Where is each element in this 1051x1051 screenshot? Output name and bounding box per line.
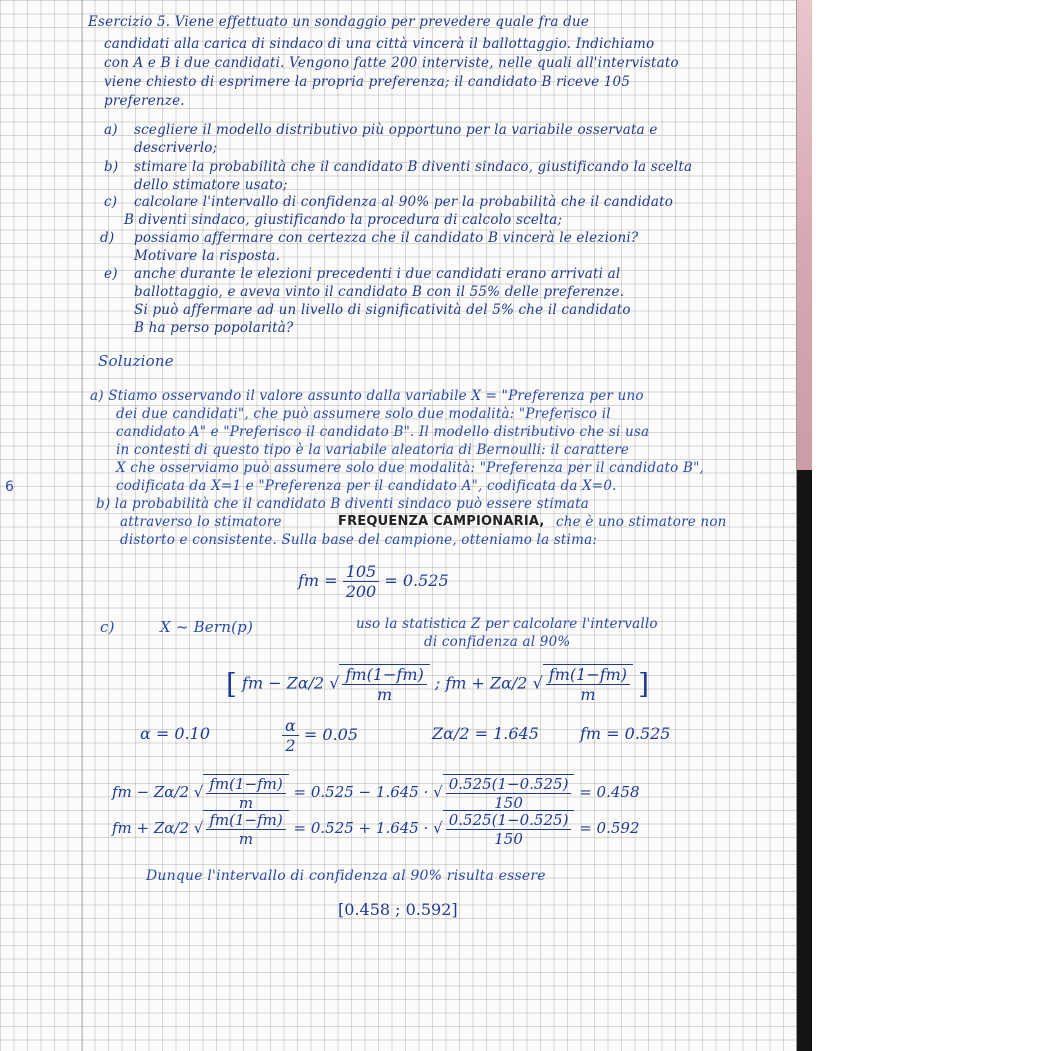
estimate-numerator: 105 [343,562,380,582]
interval-left: fm − Zα/2 [242,673,325,693]
bernoulli-dist: X ~ Bern(p) [160,618,254,636]
interval-sqrt-num: fm(1−fm) [342,665,426,685]
upper-result: = 0.592 [579,819,640,837]
solution-b-line: distorto e consistente. Sulla base del campione, otteniamo la stima: [120,532,598,548]
usage-line: uso la statistica Z per calcolare l'intervallo [356,616,658,632]
question-e-line: ballottaggio, e aveva vinto il candidato B con il 55% delle preferenze. [134,284,625,300]
z-value: Zα/2 = 1.645 [432,724,539,743]
statement-line: preferenze. [104,93,185,109]
question-label-d: d) [100,230,115,246]
upper-sqrt-den: m [238,830,254,848]
question-e-line: B ha perso popolarità? [134,320,294,336]
solution-a-line: in contesti di questo tipo è la variabile aleatoria di Bernoulli: il carattere [116,442,630,458]
estimate-denominator: 200 [345,582,377,601]
upper-den: 150 [494,830,523,848]
margin-number: 6 [5,479,14,495]
question-label-b: b) [104,159,119,175]
estimate-formula [298,562,449,601]
solution-a-line: candidato A" e "Preferisco il candidato B". Il modello distributivo che si usa [116,424,650,440]
question-e-line: Si può affermare ad un livello di significatività del 5% che il candidato [134,302,631,318]
interval-formula: [ fm − Zα/2 √ $\frac{fm(1-fm)}{m}$ ; fm + Zα/2 √ $\frac{fm(1-fm)}{m}$ ] [226,665,650,704]
statement-line: con A e B i due candidati. Vengono fatte 200 interviste, nelle quali all'intervistato [104,55,679,71]
lower-bound-calc: fm − Zα/2 √ $\frac{fm(1-fm)}{m}$ = 0.525 − 1.645 · √ $\frac{0.525(1-0.525)}{150}$ = 0.458 [112,775,640,812]
solution-a-line: a) Stiamo osservando il valore assunto dalla variabile X = "Preferenza per uno [90,388,644,404]
statement-line: Esercizio 5. Viene effettuato un sondaggio per prevedere quale fra due [88,14,590,30]
upper-sqrt-num: fm(1−fm) [206,811,285,830]
lower-rhs: = 0.525 − 1.645 · [293,783,429,801]
upper-num: 0.525(1−0.525) [446,811,572,830]
lower-sqrt-den: m [238,794,254,812]
alpha-half-num: α [282,716,299,736]
statement-line: candidati alla carica di sindaco di una città vincerà il ballottaggio. Indichiamo [104,36,655,52]
interval-sqrt-den: m [377,685,393,704]
question-a-line: scegliere il modello distributivo più opportuno per la variabile osservata e [134,122,658,138]
upper-lhs: fm + Zα/2 [112,819,190,837]
alpha-half [282,716,358,755]
interval-sep: ; fm + Zα/2 [434,673,528,693]
question-b-line: stimare la probabilità che il candidato B diventi sindaco, giustificando la scelta [134,159,693,175]
estimate-result: = 0.525 [384,571,449,590]
solution-title: Soluzione [98,352,174,370]
solution-a-line: codificata da X=1 e "Preferenza per il candidato A", codificata da X=0. [116,478,617,494]
question-label-e: e) [104,266,118,282]
question-label-a: a) [104,122,118,138]
question-d-line: possiamo affermare con certezza che il candidato B vincerà le elezioni? [134,230,639,246]
solution-b-line: attraverso lo stimatore [120,514,282,530]
question-label-c: c) [104,194,118,210]
upper-rhs: = 0.525 + 1.645 · [293,819,429,837]
question-b-line: dello stimatore usato; [134,177,288,193]
final-interval: [0.458 ; 0.592] [338,900,458,919]
solution-c-label: c) [100,618,115,636]
question-e-line: anche durante le elezioni precedenti i due candidati erano arrivati al [134,266,621,282]
question-c-line: calcolare l'intervallo di confidenza al 90% per la probabilità che il candidato [134,194,674,210]
lower-lhs: fm − Zα/2 [112,783,190,801]
conclusion-line: Dunque l'intervallo di confidenza al 90% risulta essere [146,868,546,884]
solution-a-line: X che osserviamo può assumere solo due modalità: "Preferenza per il candidato B", [116,460,704,476]
alpha-half-val: = 0.05 [303,725,359,744]
fm-value: fm = 0.525 [580,724,671,743]
upper-bound-calc: fm + Zα/2 √ $\frac{fm(1-fm)}{m}$ = 0.525 + 1.645 · √ $\frac{0.525(1-0.525)}{150}$ = 0.592 [112,811,640,848]
background-right [810,0,1051,1051]
alpha-value: α = 0.10 [140,724,211,743]
statement-line: viene chiesto di esprimere la propria preferenza; il candidato B riceve 105 [104,74,631,90]
solution-b-line: b) la probabilità che il candidato B diventi sindaco può essere stimata [96,496,590,512]
lower-den: 150 [494,794,523,812]
usage-line: di confidenza al 90% [424,634,571,650]
question-a-line: descriverlo; [134,140,218,156]
solution-b-line: che è uno stimatore non [556,514,727,530]
estimate-fraction [343,562,380,601]
lower-num: 0.525(1−0.525) [446,775,572,794]
fm-label: fm = [298,571,338,590]
lower-result: = 0.458 [579,783,640,801]
solution-a-line: dei due candidati", che può assumere solo due modalità: "Preferisco il [116,406,611,422]
lower-sqrt-num: fm(1−fm) [206,775,285,794]
margin-line [82,0,83,1051]
question-c-line: B diventi sindaco, giustificando la procedura di calcolo scelta; [124,212,563,228]
interval-sqrt-num: fm(1−fm) [546,665,630,685]
estimator-name: FREQUENZA CAMPIONARIA, [338,514,545,529]
alpha-half-den: 2 [285,736,296,755]
interval-sqrt-den: m [580,685,596,704]
question-d-line: Motivare la risposta. [134,248,281,264]
